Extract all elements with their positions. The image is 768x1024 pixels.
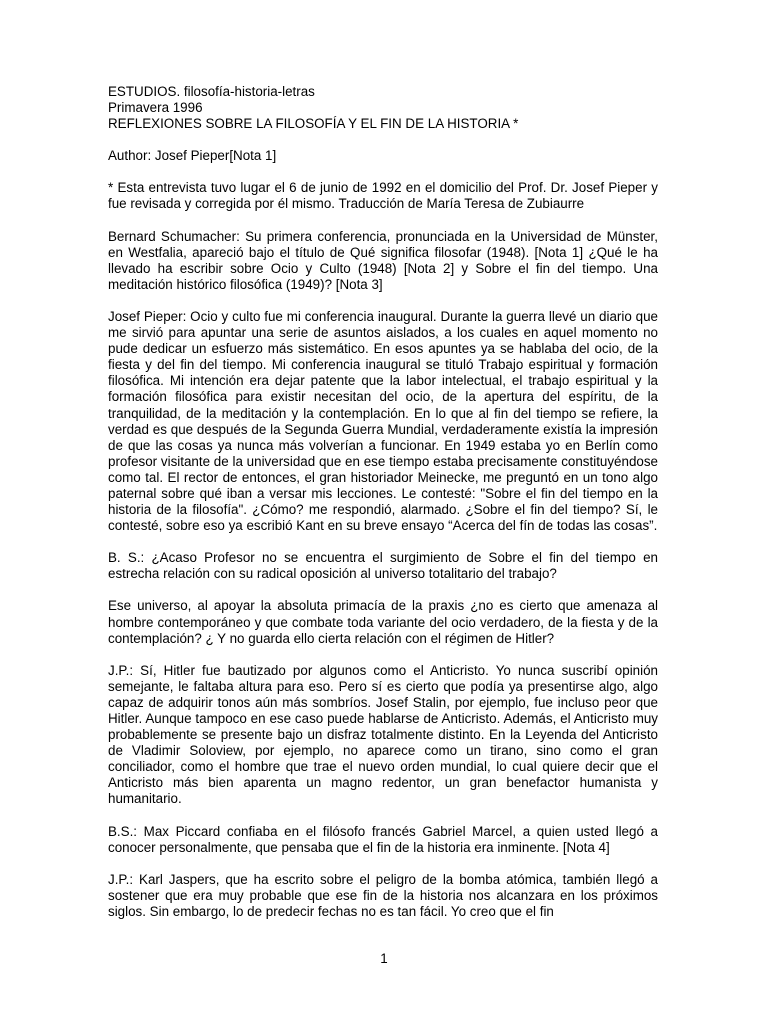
paragraph-schumacher-question-2: B. S.: ¿Acaso Profesor no se encuentra el surgimiento de Sobre el fin del tiempo en estrecha relación con su radical oposición al universo totalitario del trabajo? [108, 550, 658, 582]
document-header [108, 84, 658, 132]
issue-date: Primavera 1996 [108, 100, 203, 116]
paragraph-schumacher-question-1: Bernard Schumacher: Su primera conferencia, pronunciada en la Universidad de Münster, en Westfalia, apareció bajo el título de Qué significa filosofar (1948). [Nota 1] ¿Qué le ha llevado ha escribir sobre Ocio y Culto (1948) [Nota 2] y Sobre el fin del tiempo. Una meditación histórico filosófica (1949)? [Nota 3] [108, 228, 658, 292]
page-number: 1 [380, 951, 388, 966]
author-line: Author: Josef Pieper[Nota 1] [108, 148, 277, 164]
article-title: REFLEXIONES SOBRE LA FILOSOFÍA Y EL FIN DE LA HISTORIA * [108, 116, 519, 132]
paragraph-schumacher-question-4: B.S.: Max Piccard confiaba en el filósofo francés Gabriel Marcel, a quien usted llegó a conocer personalmente, que pensaba que el fin de la historia era inminente. [Nota 4] [108, 823, 658, 855]
paragraph-pieper-answer-3: J.P.: Karl Jaspers, que ha escrito sobre el peligro de la bomba atómica, también llegó a sostener que era muy probable que ese fin de la historia nos alcanzara en los próximos siglos. Sin embargo, lo de predecir fechas no es tan fácil. Yo creo que el fin [108, 871, 658, 919]
paragraph-pieper-answer-2: J.P.: Sí, Hitler fue bautizado por algunos como el Anticristo. Yo nunca suscribí opinión semejante, le faltaba altura para eso. Pero sí es cierto que podía ya presentirse algo, algo capaz de adquirir tonos aún más sombríos. Josef Stalin, por ejemplo, fue incluso peor que Hitler. Aunque tampoco en ese caso puede hablarse de Anticristo. Además, el Anticristo muy probablemente se presente bajo un disfraz totalmente distinto. En la Leyenda del Anticristo de Vladimir Soloview, por ejemplo, no aparece como un tirano, sino como el gran conciliador, como el hombre que trae el nuevo orden mundial, lo cual quiere decir que el Anticristo más bien aparenta un magno redentor, un gran benefactor humanista y humanitario. [108, 662, 658, 807]
paragraph-footnote: * Esta entrevista tuvo lugar el 6 de junio de 1992 en el domicilio del Prof. Dr. Josef Pieper y fue revisada y corregida por él mismo. Traducción de María Teresa de Zubiaurre [108, 180, 658, 212]
journal-name: ESTUDIOS. filosofía-historia-letras [108, 84, 315, 99]
paragraph-schumacher-question-3: Ese universo, al apoyar la absoluta primacía de la praxis ¿no es cierto que amenaza al hombre contemporáneo y que combate toda variante del ocio verdadero, de la fiesta y de la contemplación? ¿ Y no guarda ello cierta relación con el régimen de Hitler? [108, 598, 658, 646]
paragraph-pieper-answer-1: Josef Pieper: Ocio y culto fue mi conferencia inaugural. Durante la guerra llevé un diario que me sirvió para apuntar una serie de asuntos aislados, a los cuales en aquel momento no pude dedicar un esfuerzo más sistemático. En esos apuntes ya se hablaba del ocio, de la fiesta y del fin del tiempo. Mi conferencia inaugural se tituló Trabajo espiritual y formación filosófica. Mi intención era dejar patente que la labor intelectual, el trabajo espiritual y la formación filosófica para existir necesitan del ocio, de la apertura del espíritu, de la tranquilidad, de la meditación y la contemplación. En lo que al fin del tiempo se refiere, la verdad es que después de la Segunda Guerra Mundial, verdaderamente existía la impresión de que las cosas ya nunca más volverían a funcionar. En 1949 estaba yo en Berlín como profesor visitante de la universidad que en ese tiempo estaba precisamente constituyéndose como tal. El rector de entonces, el gran historiador Meinecke, me preguntó en un tono algo paternal sobre qué iban a versar mis lecciones. Le contesté: "Sobre el fin del tiempo en la historia de la filosofía". ¿Cómo? me respondió, alarmado. ¿Sobre el fin del tiempo? Sí, le contesté, sobre eso ya escribió Kant en su breve ensayo “Acerca del fín de todas las cosas”. [108, 308, 658, 534]
document-page [108, 84, 658, 936]
